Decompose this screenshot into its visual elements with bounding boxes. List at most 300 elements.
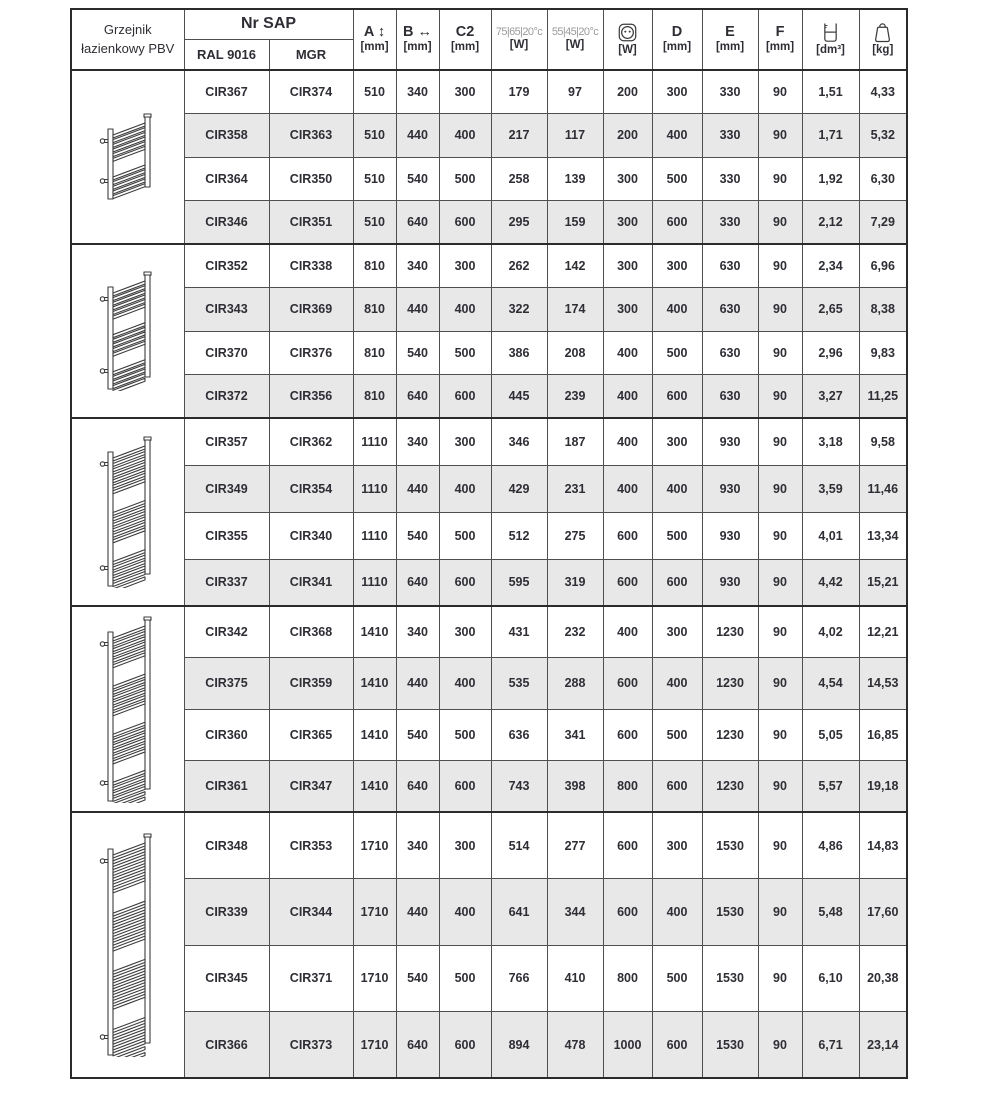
col-b-label: B ↔ — [403, 23, 432, 40]
spec-value-cell: 810 — [353, 288, 396, 332]
sap-code-cell: CIR357 — [184, 418, 269, 465]
spec-value-cell: 117 — [547, 114, 603, 158]
spec-value-cell: 1710 — [353, 879, 396, 946]
spec-value-cell: 1110 — [353, 418, 396, 465]
spec-value-cell: 90 — [758, 201, 802, 245]
spec-value-cell: 600 — [603, 709, 652, 761]
col-f-unit: [mm] — [765, 41, 795, 54]
spec-value-cell: 330 — [702, 201, 758, 245]
spec-value-cell: 23,14 — [859, 1012, 907, 1079]
spec-value-cell: 300 — [603, 288, 652, 332]
spec-value-cell: 400 — [439, 114, 491, 158]
spec-value-cell: 800 — [603, 945, 652, 1012]
catalog-page — [70, 8, 908, 1079]
table-body — [71, 70, 907, 1078]
spec-value-cell: 6,30 — [859, 157, 907, 201]
col-c2-label: C2 — [455, 23, 475, 40]
spec-value-cell: 930 — [702, 418, 758, 465]
spec-value-cell: 1410 — [353, 658, 396, 710]
table-row — [71, 606, 907, 658]
sap-code-cell: CIR369 — [269, 288, 353, 332]
spec-value-cell: 1410 — [353, 606, 396, 658]
sap-code-cell: CIR360 — [184, 709, 269, 761]
spec-value-cell: 1710 — [353, 1012, 396, 1079]
spec-value-cell: 600 — [652, 201, 702, 245]
spec-value-cell: 1230 — [702, 658, 758, 710]
spec-value-cell: 1230 — [702, 606, 758, 658]
spec-value-cell: 640 — [396, 201, 439, 245]
col-e-label: E — [725, 23, 735, 40]
spec-value-cell: 400 — [603, 331, 652, 375]
water-volume-icon — [803, 21, 859, 43]
spec-value-cell: 930 — [702, 512, 758, 559]
spec-value-cell: 1000 — [603, 1012, 652, 1079]
spec-value-cell: 400 — [439, 288, 491, 332]
volume-unit: [dm³] — [816, 44, 845, 57]
spec-value-cell: 232 — [547, 606, 603, 658]
spec-value-cell: 5,48 — [802, 879, 859, 946]
col-header-b — [396, 9, 439, 70]
table-row — [71, 761, 907, 813]
spec-value-cell: 262 — [491, 244, 547, 288]
spec-value-cell: 600 — [439, 201, 491, 245]
spec-value-cell: 595 — [491, 559, 547, 606]
sap-code-cell: CIR375 — [184, 658, 269, 710]
spec-value-cell: 512 — [491, 512, 547, 559]
sap-code-cell: CIR374 — [269, 70, 353, 114]
spec-value-cell: 90 — [758, 157, 802, 201]
spec-value-cell: 300 — [603, 157, 652, 201]
spec-value-cell: 600 — [603, 879, 652, 946]
table-row — [71, 288, 907, 332]
spec-value-cell: 4,42 — [802, 559, 859, 606]
spec-value-cell: 90 — [758, 658, 802, 710]
spec-value-cell: 6,10 — [802, 945, 859, 1012]
spec-value-cell: 500 — [439, 157, 491, 201]
ladder-radiator-1410 — [99, 616, 157, 803]
spec-value-cell: 410 — [547, 945, 603, 1012]
col-header-volume — [802, 9, 859, 70]
spec-value-cell: 200 — [603, 70, 652, 114]
spec-value-cell: 640 — [396, 1012, 439, 1079]
spec-value-cell: 4,86 — [802, 812, 859, 879]
weight-icon — [860, 21, 907, 43]
spec-value-cell: 17,60 — [859, 879, 907, 946]
spec-value-cell: 174 — [547, 288, 603, 332]
sap-code-cell: CIR362 — [269, 418, 353, 465]
spec-value-cell: 340 — [396, 606, 439, 658]
spec-value-cell: 231 — [547, 465, 603, 512]
sap-code-cell: CIR352 — [184, 244, 269, 288]
sap-code-cell: CIR350 — [269, 157, 353, 201]
spec-value-cell: 90 — [758, 465, 802, 512]
sap-code-cell: CIR365 — [269, 709, 353, 761]
spec-value-cell: 630 — [702, 331, 758, 375]
spec-value-cell: 1230 — [702, 709, 758, 761]
spec-value-cell: 90 — [758, 331, 802, 375]
spec-value-cell: 445 — [491, 375, 547, 419]
sap-code-cell: CIR345 — [184, 945, 269, 1012]
spec-value-cell: 90 — [758, 70, 802, 114]
spec-value-cell: 90 — [758, 375, 802, 419]
spec-value-cell: 431 — [491, 606, 547, 658]
radiator-illustration-cell — [71, 418, 184, 606]
ladder-radiator-1710 — [99, 833, 157, 1057]
table-row — [71, 114, 907, 158]
spec-value-cell: 640 — [396, 559, 439, 606]
spec-value-cell: 440 — [396, 114, 439, 158]
spec-value-cell: 1110 — [353, 559, 396, 606]
spec-value-cell: 640 — [396, 761, 439, 813]
spec-value-cell: 540 — [396, 945, 439, 1012]
spec-value-cell: 1530 — [702, 812, 758, 879]
sap-code-cell: CIR361 — [184, 761, 269, 813]
spec-value-cell: 346 — [491, 418, 547, 465]
spec-value-cell: 1710 — [353, 812, 396, 879]
spec-value-cell: 90 — [758, 709, 802, 761]
radiator-illustration-cell — [71, 606, 184, 812]
spec-value-cell: 2,34 — [802, 244, 859, 288]
col-header-power-756520 — [491, 9, 547, 70]
spec-value-cell: 14,83 — [859, 812, 907, 879]
spec-value-cell: 3,59 — [802, 465, 859, 512]
spec-value-cell: 500 — [652, 157, 702, 201]
spec-value-cell: 322 — [491, 288, 547, 332]
power-554520-label: 55|45|20°c — [551, 25, 599, 38]
spec-value-cell: 400 — [603, 375, 652, 419]
spec-value-cell: 600 — [439, 559, 491, 606]
sap-code-cell: CIR344 — [269, 879, 353, 946]
sap-code-cell: CIR347 — [269, 761, 353, 813]
spec-value-cell: 510 — [353, 157, 396, 201]
spec-value-cell: 400 — [652, 879, 702, 946]
col-header-a — [353, 9, 396, 70]
spec-value-cell: 400 — [439, 879, 491, 946]
spec-value-cell: 540 — [396, 512, 439, 559]
spec-value-cell: 500 — [652, 945, 702, 1012]
spec-value-cell: 4,01 — [802, 512, 859, 559]
spec-value-cell: 300 — [439, 70, 491, 114]
spec-value-cell: 478 — [547, 1012, 603, 1079]
spec-value-cell: 600 — [652, 375, 702, 419]
sap-code-cell: CIR337 — [184, 559, 269, 606]
spec-value-cell: 398 — [547, 761, 603, 813]
spec-value-cell: 208 — [547, 331, 603, 375]
spec-value-cell: 11,25 — [859, 375, 907, 419]
spec-value-cell: 766 — [491, 945, 547, 1012]
radiator-spec-table — [70, 8, 908, 1079]
power-756520-label: 75|65|20°c — [495, 25, 543, 38]
spec-value-cell: 500 — [652, 709, 702, 761]
col-d-unit: [mm] — [662, 41, 692, 54]
power-756520-unit: [W] — [509, 39, 529, 52]
spec-value-cell: 440 — [396, 879, 439, 946]
spec-value-cell: 3,27 — [802, 375, 859, 419]
sap-code-cell: CIR359 — [269, 658, 353, 710]
table-row — [71, 331, 907, 375]
spec-value-cell: 200 — [603, 114, 652, 158]
col-header-weight — [859, 9, 907, 70]
spec-value-cell: 440 — [396, 658, 439, 710]
spec-value-cell: 159 — [547, 201, 603, 245]
spec-value-cell: 8,38 — [859, 288, 907, 332]
spec-value-cell: 7,29 — [859, 201, 907, 245]
spec-value-cell: 12,21 — [859, 606, 907, 658]
spec-value-cell: 930 — [702, 465, 758, 512]
spec-value-cell: 500 — [439, 945, 491, 1012]
spec-value-cell: 500 — [439, 331, 491, 375]
spec-value-cell: 4,54 — [802, 658, 859, 710]
spec-value-cell: 9,83 — [859, 331, 907, 375]
spec-value-cell: 600 — [603, 512, 652, 559]
spec-value-cell: 600 — [603, 658, 652, 710]
table-row — [71, 879, 907, 946]
radiator-illustration-cell — [71, 812, 184, 1078]
spec-value-cell: 640 — [396, 375, 439, 419]
sap-code-cell: CIR363 — [269, 114, 353, 158]
spec-value-cell: 340 — [396, 418, 439, 465]
spec-value-cell: 600 — [603, 812, 652, 879]
sap-code-cell: CIR354 — [269, 465, 353, 512]
spec-value-cell: 400 — [603, 418, 652, 465]
spec-value-cell: 179 — [491, 70, 547, 114]
table-row — [71, 465, 907, 512]
spec-value-cell: 90 — [758, 418, 802, 465]
spec-value-cell: 319 — [547, 559, 603, 606]
spec-value-cell: 1110 — [353, 512, 396, 559]
spec-value-cell: 5,32 — [859, 114, 907, 158]
spec-value-cell: 1230 — [702, 761, 758, 813]
spec-value-cell: 386 — [491, 331, 547, 375]
spec-value-cell: 930 — [702, 559, 758, 606]
spec-value-cell: 90 — [758, 606, 802, 658]
spec-value-cell: 20,38 — [859, 945, 907, 1012]
spec-value-cell: 90 — [758, 812, 802, 879]
spec-value-cell: 510 — [353, 70, 396, 114]
sap-code-cell: CIR342 — [184, 606, 269, 658]
spec-value-cell: 300 — [652, 418, 702, 465]
spec-value-cell: 600 — [652, 761, 702, 813]
sap-code-cell: CIR370 — [184, 331, 269, 375]
spec-value-cell: 440 — [396, 465, 439, 512]
sap-code-cell: CIR371 — [269, 945, 353, 1012]
spec-value-cell: 500 — [652, 512, 702, 559]
spec-value-cell: 540 — [396, 709, 439, 761]
spec-value-cell: 1,71 — [802, 114, 859, 158]
spec-value-cell: 800 — [603, 761, 652, 813]
spec-value-cell: 90 — [758, 288, 802, 332]
spec-value-cell: 277 — [547, 812, 603, 879]
spec-value-cell: 600 — [652, 559, 702, 606]
col-e-unit: [mm] — [715, 41, 745, 54]
spec-value-cell: 90 — [758, 244, 802, 288]
product-title-line1: Grzejnik — [103, 21, 152, 37]
spec-value-cell: 2,96 — [802, 331, 859, 375]
spec-value-cell: 258 — [491, 157, 547, 201]
sap-code-cell: CIR376 — [269, 331, 353, 375]
table-row — [71, 70, 907, 114]
spec-value-cell: 300 — [439, 812, 491, 879]
table-row — [71, 375, 907, 419]
sap-code-cell: CIR366 — [184, 1012, 269, 1079]
spec-value-cell: 217 — [491, 114, 547, 158]
spec-value-cell: 330 — [702, 114, 758, 158]
product-title-line2: łazienkowy PBV — [81, 40, 175, 56]
spec-value-cell: 810 — [353, 244, 396, 288]
nr-sap-header: Nr SAP — [184, 9, 353, 39]
sap-code-cell: CIR341 — [269, 559, 353, 606]
product-column-header — [71, 9, 184, 70]
spec-value-cell: 400 — [652, 658, 702, 710]
spec-value-cell: 300 — [603, 201, 652, 245]
spec-value-cell: 300 — [439, 418, 491, 465]
table-header — [71, 9, 907, 70]
power-socket-icon — [604, 21, 652, 43]
table-row — [71, 559, 907, 606]
table-row — [71, 512, 907, 559]
sap-code-cell: CIR355 — [184, 512, 269, 559]
sap-code-cell: CIR368 — [269, 606, 353, 658]
spec-value-cell: 1410 — [353, 709, 396, 761]
spec-value-cell: 300 — [439, 244, 491, 288]
ladder-radiator-810 — [99, 271, 157, 391]
power-554520-unit: [W] — [565, 39, 585, 52]
spec-value-cell: 9,58 — [859, 418, 907, 465]
sap-code-cell: CIR356 — [269, 375, 353, 419]
spec-value-cell: 429 — [491, 465, 547, 512]
spec-value-cell: 90 — [758, 512, 802, 559]
spec-value-cell: 500 — [439, 512, 491, 559]
spec-value-cell: 300 — [652, 70, 702, 114]
ral-9016-header: RAL 9016 — [184, 39, 269, 70]
weight-unit: [kg] — [872, 44, 894, 57]
table-row — [71, 244, 907, 288]
spec-value-cell: 275 — [547, 512, 603, 559]
sap-code-cell: CIR367 — [184, 70, 269, 114]
col-c2-unit: [mm] — [450, 41, 480, 54]
spec-value-cell: 97 — [547, 70, 603, 114]
spec-value-cell: 139 — [547, 157, 603, 201]
table-row — [71, 1012, 907, 1079]
col-d-label: D — [671, 23, 683, 40]
table-row — [71, 157, 907, 201]
sap-code-cell: CIR372 — [184, 375, 269, 419]
sap-code-cell: CIR351 — [269, 201, 353, 245]
spec-value-cell: 1530 — [702, 945, 758, 1012]
spec-value-cell: 340 — [396, 244, 439, 288]
spec-value-cell: 90 — [758, 761, 802, 813]
spec-value-cell: 90 — [758, 559, 802, 606]
radiator-illustration-cell — [71, 244, 184, 418]
spec-value-cell: 14,53 — [859, 658, 907, 710]
spec-value-cell: 4,02 — [802, 606, 859, 658]
table-row — [71, 418, 907, 465]
sap-code-cell: CIR358 — [184, 114, 269, 158]
spec-value-cell: 341 — [547, 709, 603, 761]
spec-value-cell: 90 — [758, 945, 802, 1012]
spec-value-cell: 142 — [547, 244, 603, 288]
spec-value-cell: 440 — [396, 288, 439, 332]
spec-value-cell: 540 — [396, 157, 439, 201]
spec-value-cell: 6,96 — [859, 244, 907, 288]
spec-value-cell: 1,92 — [802, 157, 859, 201]
spec-value-cell: 400 — [439, 465, 491, 512]
sap-code-cell: CIR339 — [184, 879, 269, 946]
spec-value-cell: 300 — [652, 812, 702, 879]
spec-value-cell: 1,51 — [802, 70, 859, 114]
spec-value-cell: 3,18 — [802, 418, 859, 465]
spec-value-cell: 4,33 — [859, 70, 907, 114]
spec-value-cell: 90 — [758, 1012, 802, 1079]
spec-value-cell: 1530 — [702, 1012, 758, 1079]
col-f-label: F — [775, 23, 785, 40]
col-b-unit: [mm] — [403, 41, 432, 54]
spec-value-cell: 535 — [491, 658, 547, 710]
col-header-power-554520 — [547, 9, 603, 70]
sap-code-cell: CIR349 — [184, 465, 269, 512]
spec-value-cell: 510 — [353, 114, 396, 158]
col-a-label: A ↕ — [363, 23, 386, 40]
ladder-radiator-1110 — [99, 436, 157, 588]
spec-value-cell: 540 — [396, 331, 439, 375]
spec-value-cell: 810 — [353, 331, 396, 375]
sap-code-cell: CIR346 — [184, 201, 269, 245]
table-row — [71, 709, 907, 761]
ladder-radiator-510 — [99, 113, 157, 201]
table-row — [71, 658, 907, 710]
table-row — [71, 201, 907, 245]
sap-code-cell: CIR340 — [269, 512, 353, 559]
spec-value-cell: 340 — [396, 812, 439, 879]
spec-value-cell: 400 — [603, 606, 652, 658]
spec-value-cell: 400 — [652, 114, 702, 158]
spec-value-cell: 300 — [439, 606, 491, 658]
spec-value-cell: 743 — [491, 761, 547, 813]
spec-value-cell: 630 — [702, 244, 758, 288]
spec-value-cell: 400 — [652, 465, 702, 512]
spec-value-cell: 894 — [491, 1012, 547, 1079]
table-row — [71, 945, 907, 1012]
spec-value-cell: 90 — [758, 879, 802, 946]
col-header-e — [702, 9, 758, 70]
sap-code-cell: CIR353 — [269, 812, 353, 879]
table-row — [71, 812, 907, 879]
spec-value-cell: 2,65 — [802, 288, 859, 332]
spec-value-cell: 1710 — [353, 945, 396, 1012]
spec-value-cell: 2,12 — [802, 201, 859, 245]
radiator-illustration-cell — [71, 70, 184, 244]
spec-value-cell: 600 — [439, 761, 491, 813]
spec-value-cell: 510 — [353, 201, 396, 245]
spec-value-cell: 600 — [652, 1012, 702, 1079]
col-header-c2 — [439, 9, 491, 70]
spec-value-cell: 500 — [439, 709, 491, 761]
spec-value-cell: 330 — [702, 157, 758, 201]
spec-value-cell: 810 — [353, 375, 396, 419]
sap-code-cell: CIR364 — [184, 157, 269, 201]
spec-value-cell: 600 — [439, 1012, 491, 1079]
mgr-header: MGR — [269, 39, 353, 70]
sap-code-cell: CIR348 — [184, 812, 269, 879]
spec-value-cell: 340 — [396, 70, 439, 114]
electric-power-unit: [W] — [618, 44, 637, 57]
spec-value-cell: 400 — [439, 658, 491, 710]
sap-code-cell: CIR373 — [269, 1012, 353, 1079]
spec-value-cell: 600 — [603, 559, 652, 606]
spec-value-cell: 1530 — [702, 879, 758, 946]
spec-value-cell: 5,57 — [802, 761, 859, 813]
spec-value-cell: 15,21 — [859, 559, 907, 606]
